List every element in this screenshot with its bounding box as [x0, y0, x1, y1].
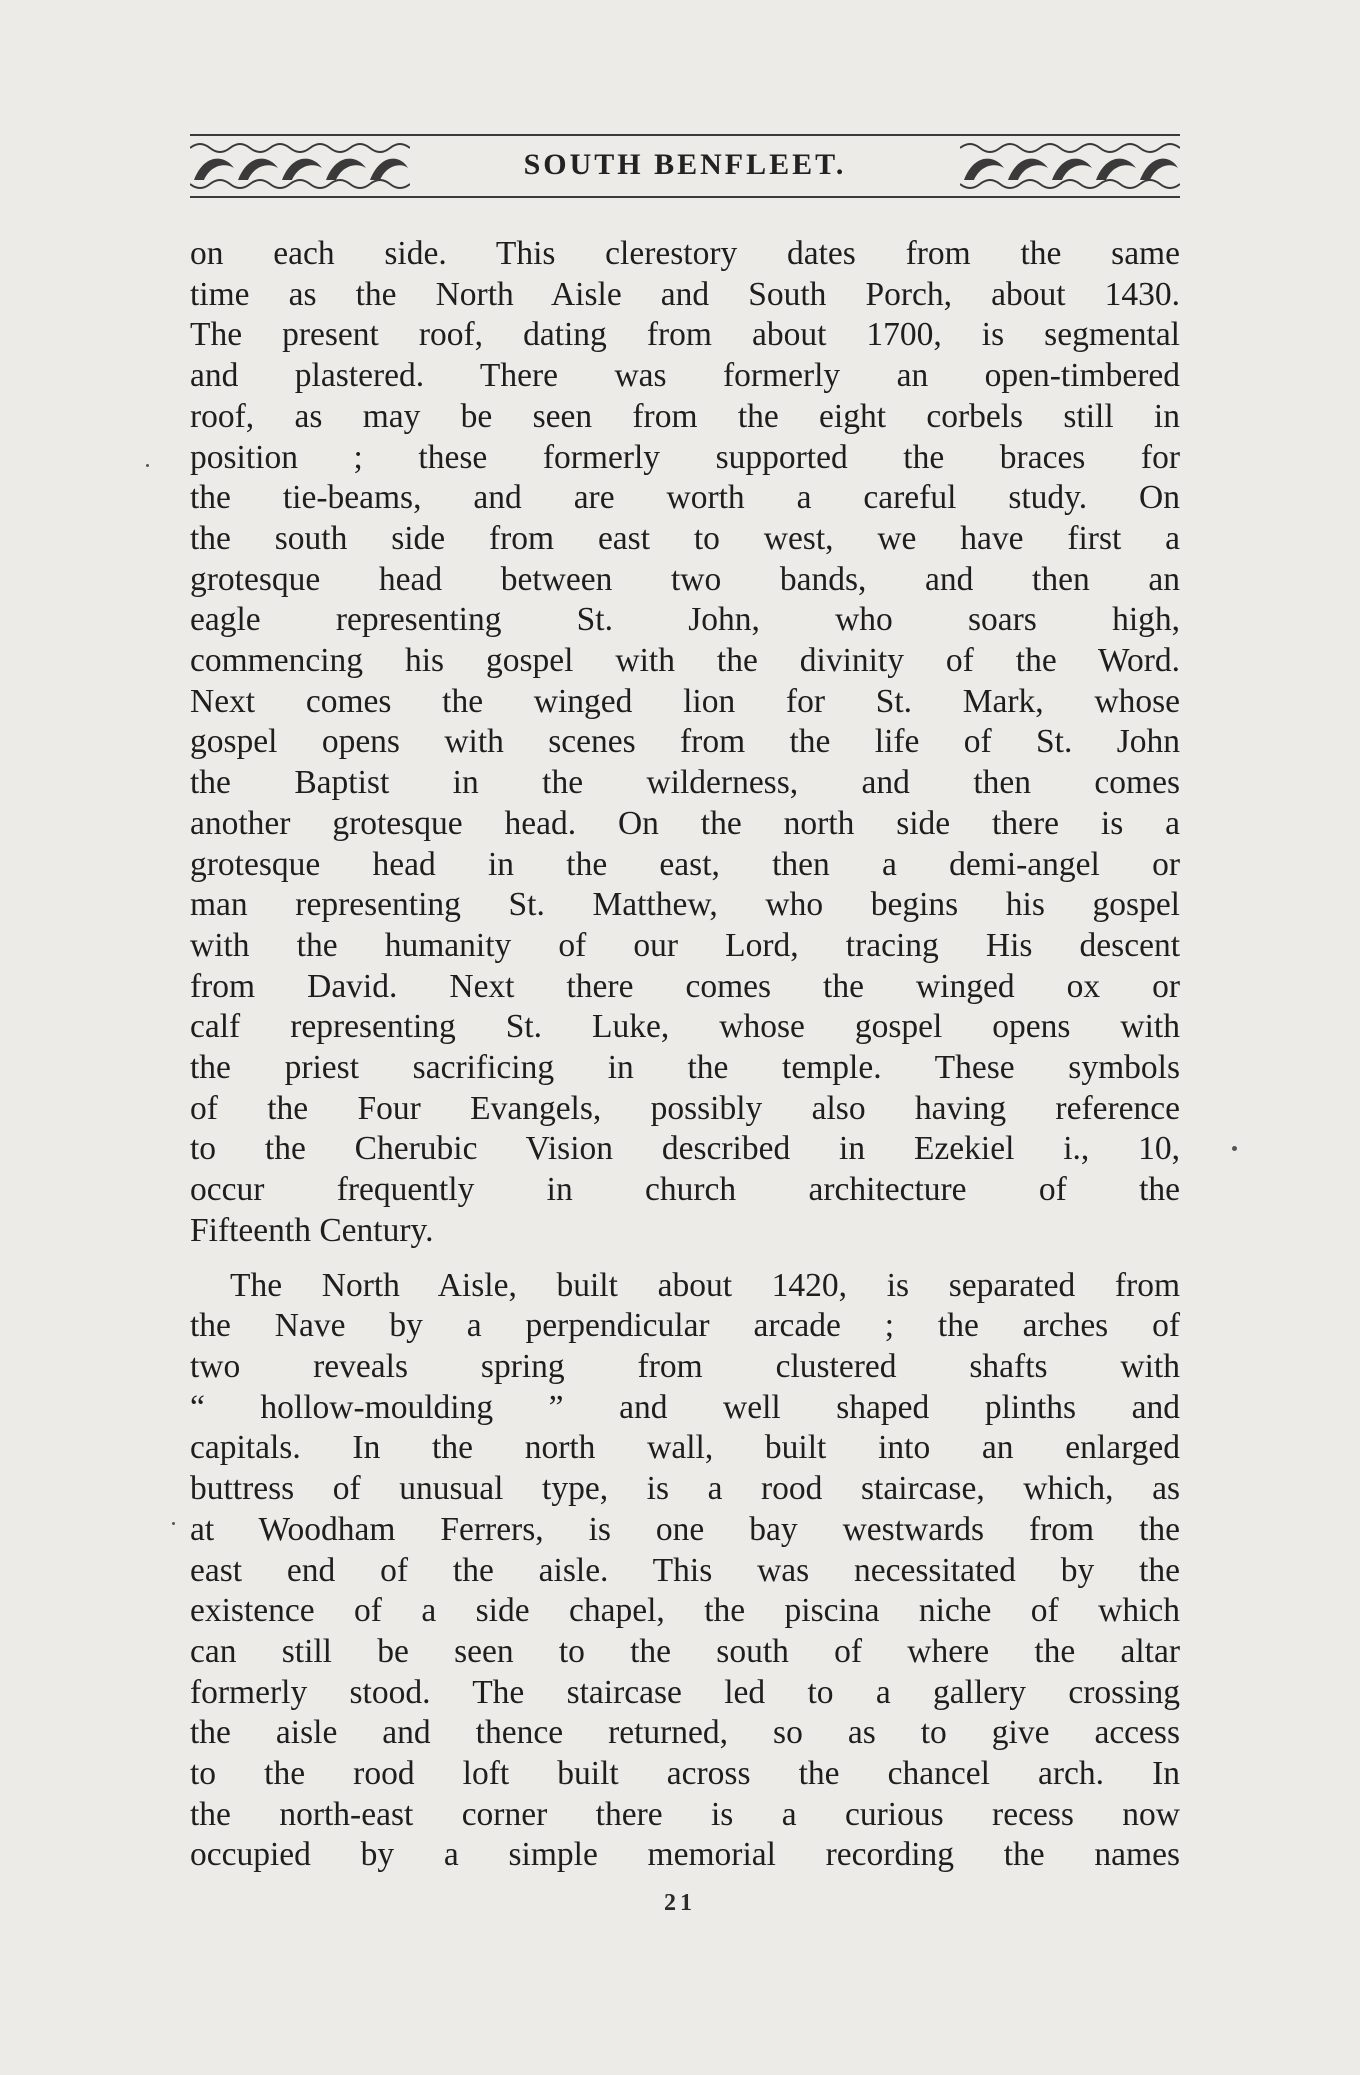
text-line: to the rood loft built across the chancel arch. In [190, 1755, 1180, 1793]
text-line: time as the North Aisle and South Porch, about 1430. [190, 275, 1180, 313]
text-line: with the humanity of our Lord, tracing His descent [190, 926, 1180, 964]
text-line: gospel opens with scenes from the life of St. John [190, 723, 1180, 761]
right-header-ornament [960, 140, 1180, 192]
text-line: grotesque head between two bands, and then an [190, 560, 1180, 598]
text-line: the tie-beams, and are worth a careful study. On [190, 479, 1180, 517]
running-title: SOUTH BENFLEET. [523, 148, 847, 181]
text-line: roof, as may be seen from the eight corbels still in [190, 397, 1180, 435]
text-line: The present roof, dating from about 1700, is segmental [190, 316, 1180, 354]
header-top-rule [190, 134, 1180, 136]
text-line: The North Aisle, built about 1420, is separated from [230, 1266, 1180, 1304]
text-line: “ hollow-moulding ” and well shaped plinths and [190, 1388, 1180, 1426]
page-number: 21 [664, 1890, 696, 1916]
text-line: calf representing St. Luke, whose gospel opens with [190, 1008, 1180, 1046]
text-line: the Baptist in the wilderness, and then comes [190, 764, 1180, 802]
text-line: another grotesque head. On the north side there is a [190, 804, 1180, 842]
text-line: at Woodham Ferrers, is one bay westwards from the [190, 1510, 1180, 1548]
text-line: eagle representing St. John, who soars high, [190, 601, 1180, 639]
text-line: man representing St. Matthew, who begins his gospel [190, 886, 1180, 924]
text-line: buttress of unusual type, is a rood staircase, which, as [190, 1470, 1180, 1508]
running-header [190, 134, 1180, 198]
text-line: two reveals spring from clustered shafts with [190, 1347, 1180, 1385]
text-line: to the Cherubic Vision described in Ezekiel i., 10, [190, 1130, 1180, 1168]
text-line: position ; these formerly supported the braces for [190, 438, 1180, 476]
text-line: commencing his gospel with the divinity of the Word. [190, 642, 1180, 680]
text-line: Next comes the winged lion for St. Mark, whose [190, 682, 1180, 720]
text-line: capitals. In the north wall, built into an enlarged [190, 1429, 1180, 1467]
text-line: and plastered. There was formerly an open-timbered [190, 357, 1180, 395]
text-line: occupied by a simple memorial recording the names [190, 1836, 1180, 1874]
text-line: formerly stood. The staircase led to a gallery crossing [190, 1673, 1180, 1711]
text-line: the aisle and thence returned, so as to give access [190, 1714, 1180, 1752]
header-bottom-rule [190, 196, 1180, 198]
paragraph-gap [190, 1252, 1180, 1266]
text-line: the north-east corner there is a curious recess now [190, 1795, 1180, 1833]
text-line: east end of the aisle. This was necessitated by the [190, 1551, 1180, 1589]
print-speck [1232, 1146, 1237, 1151]
text-line: Fifteenth Century. [190, 1211, 434, 1249]
text-line: existence of a side chapel, the piscina niche of which [190, 1592, 1180, 1630]
print-speck [146, 464, 149, 467]
paragraph-1 [190, 234, 1180, 1252]
text-line: on each side. This clerestory dates from the same [190, 235, 1180, 272]
paragraph-2 [190, 1266, 1180, 1877]
text-line: the south side from east to west, we have first a [190, 519, 1180, 557]
text-line: grotesque head in the east, then a demi-angel or [190, 845, 1180, 883]
text-line: from David. Next there comes the winged ox or [190, 967, 1180, 1005]
print-speck [172, 1522, 175, 1525]
text-line: the Nave by a perpendicular arcade ; the arches of [190, 1307, 1180, 1345]
text-line: the priest sacrificing in the temple. These symbols [190, 1049, 1180, 1087]
text-line: occur frequently in church architecture of the [190, 1171, 1180, 1209]
text-line: of the Four Evangels, possibly also having reference [190, 1089, 1180, 1127]
text-line: can still be seen to the south of where the altar [190, 1632, 1180, 1670]
body-text [190, 234, 1180, 1876]
